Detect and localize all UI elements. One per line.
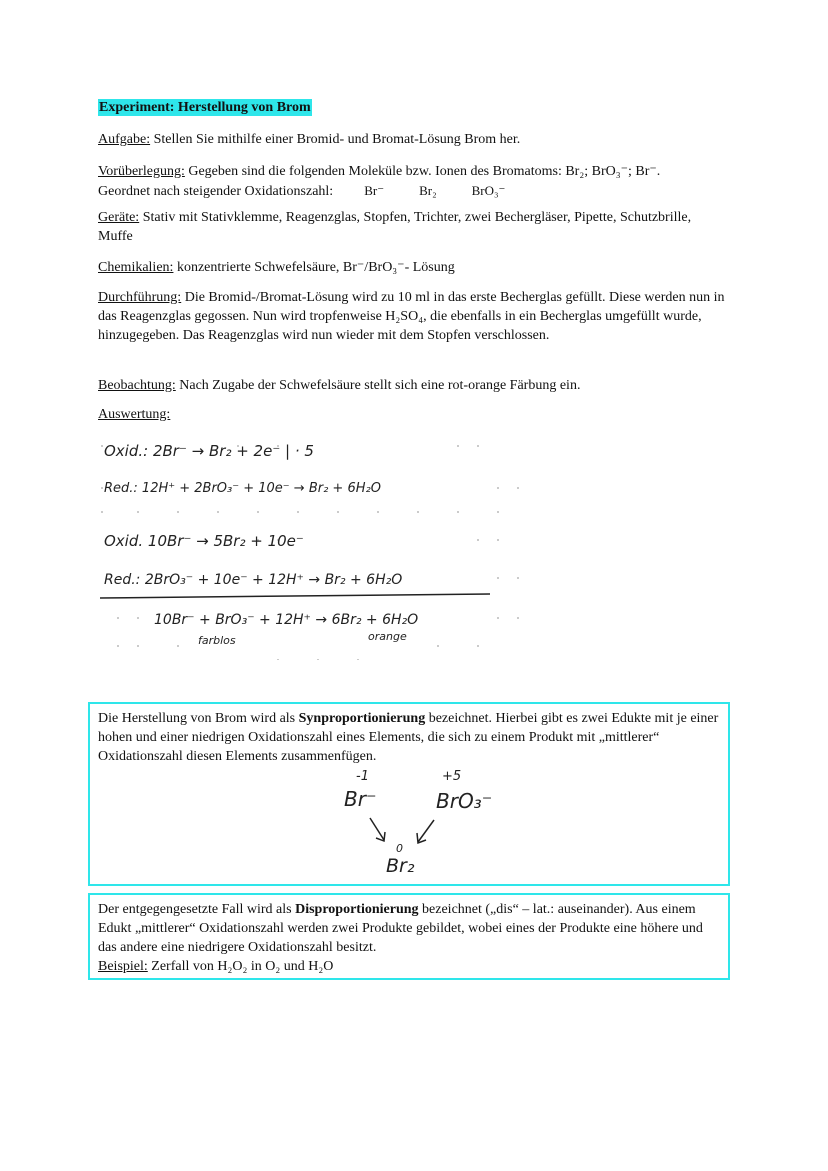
arrow-left — [370, 818, 384, 840]
vorueberlegung-paragraph — [98, 162, 728, 201]
disproportionierung-box — [88, 893, 730, 980]
beobachtung-label: Beobachtung: — [98, 378, 176, 393]
handwritten-equations — [98, 428, 538, 660]
geraete-text: Stativ mit Stativklemme, Reagenzglas, Stopfen, Trichter, zwei Bechergläser, Pipette, Schutzbrille, Muffe — [98, 210, 692, 244]
order-item-3: BrO₃⁻ — [471, 183, 506, 198]
box2-term: Disproportionierung — [295, 902, 419, 917]
right-species: BrO₃⁻ — [436, 789, 493, 813]
left-species: Br⁻ — [344, 787, 377, 811]
equation-red-2: Red.: 2BrO₃⁻ + 10e⁻ + 12H⁺ → Br₂ + 6H₂O — [104, 572, 403, 588]
chemikalien-paragraph — [98, 258, 728, 277]
box2-text-after: bezeichnet („dis“ – lat.: auseinander). Aus einem Edukt „mittlerer“ Oxidationszahl werden zwei Produkte gebildet, wobei eines der Produkte eine höhere und das andere eine niedrigere Oxidationszahl besitzt. — [98, 902, 703, 955]
box2-text-before: Der entgegengesetzte Fall wird als — [98, 902, 296, 917]
aufgabe-paragraph — [98, 130, 728, 149]
box1-text-before: Die Herstellung von Brom wird als — [98, 711, 299, 726]
synproportionierung-box — [88, 702, 730, 886]
note-orange: orange — [368, 630, 407, 643]
note-farblos: farblos — [198, 634, 236, 647]
geraete-paragraph — [98, 208, 728, 246]
arrow-right — [418, 820, 434, 842]
beobachtung-text: Nach Zugabe der Schwefelsäure stellt sich eine rot-orange Färbung ein. — [179, 378, 581, 393]
product-oxidation-number: 0 — [396, 842, 403, 855]
box1-text-after: bezeichnet. Hierbei gibt es zwei Edukte mit je einer hohen und einer niedrigen Oxidationszahl eines Elements, die sich zu einem Produkt mit „mittlerer“ Oxidationszahl diesen Elements zusammenfügen. — [98, 711, 719, 764]
vorueberlegung-line2: Geordnet nach steigender Oxidationszahl: — [98, 184, 334, 199]
beispiel-text: Zerfall von H₂O₂ in O₂ und H₂O — [151, 959, 334, 974]
synproportionierung-diagram — [330, 766, 530, 878]
vorueberlegung-line1: Gegeben sind die folgenden Moleküle bzw. Ionen des Bromatoms: Br₂; BrO₃⁻; Br⁻. — [188, 164, 661, 179]
order-item-1: Br⁻ — [364, 183, 385, 198]
durchfuehrung-text: Die Bromid-/Bromat-Lösung wird zu 10 ml in das erste Becherglas gefüllt. Diese werden nun in das Reagenzglas gegossen. Nun wird tropfenweise H₂SO₄, die ebenfalls in ein Becherglas umgefüllt wurde, hinzugegeben. Das Reagenzglas wird nun wieder mit dem Stopfen verschlossen. — [98, 290, 725, 343]
box1-term: Synproportionierung — [298, 711, 426, 726]
geraete-label: Geräte: — [98, 210, 140, 225]
chemikalien-label: Chemikalien: — [98, 260, 174, 275]
left-oxidation-number: -1 — [356, 769, 369, 784]
equation-total: 10Br⁻ + BrO₃⁻ + 12H⁺ → 6Br₂ + 6H₂O — [154, 612, 419, 628]
auswertung-heading — [98, 405, 728, 424]
auswertung-label: Auswertung: — [98, 407, 171, 422]
equation-oxid-1: Oxid.: 2Br⁻ → Br₂ + 2e⁻ | · 5 — [104, 442, 314, 460]
chemikalien-text: konzentrierte Schwefelsäure, Br⁻/BrO₃⁻- Lösung — [176, 260, 455, 275]
aufgabe-text: Stellen Sie mithilfe einer Bromid- und Bromat-Lösung Brom her. — [153, 132, 521, 147]
vorueberlegung-label: Vorüberlegung: — [98, 164, 185, 179]
equation-red-1: Red.: 12H⁺ + 2BrO₃⁻ + 10e⁻ → Br₂ + 6H₂O — [104, 481, 381, 496]
aufgabe-label: Aufgabe: — [98, 132, 151, 147]
durchfuehrung-label: Durchführung: — [98, 290, 182, 305]
beobachtung-paragraph — [98, 376, 728, 395]
right-oxidation-number: +5 — [442, 769, 462, 784]
equation-oxid-2: Oxid. 10Br⁻ → 5Br₂ + 10e⁻ — [104, 532, 304, 550]
durchfuehrung-paragraph — [98, 288, 728, 345]
beispiel-label: Beispiel: — [98, 959, 148, 974]
order-item-2: Br₂ — [419, 183, 437, 198]
sum-line — [100, 594, 490, 598]
page-title: Experiment: Herstellung von Brom — [99, 100, 311, 115]
product-species: Br₂ — [386, 855, 415, 877]
